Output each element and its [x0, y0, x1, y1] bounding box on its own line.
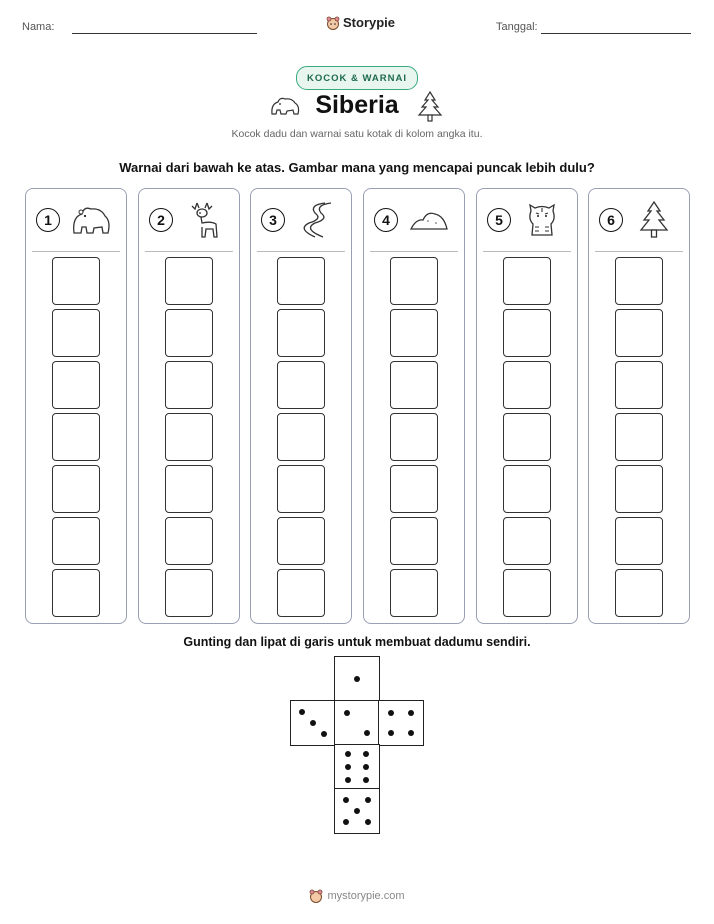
- column-5: [476, 188, 578, 624]
- column-number: 1: [36, 208, 60, 232]
- dice-pip: [388, 730, 394, 736]
- dice-pip: [354, 676, 360, 682]
- color-box[interactable]: [503, 413, 551, 461]
- dice-pip: [408, 710, 414, 716]
- bear-icon: [70, 199, 112, 241]
- column-number: 2: [149, 208, 173, 232]
- column-header: [364, 189, 464, 249]
- column-divider: [595, 251, 683, 252]
- dice-pip: [345, 777, 351, 783]
- storypie-mascot-icon: [326, 16, 340, 30]
- column-number: 6: [599, 208, 623, 232]
- color-box[interactable]: [52, 569, 100, 617]
- dice-pip: [354, 808, 360, 814]
- column-header: [251, 189, 351, 249]
- column-divider: [483, 251, 571, 252]
- cut-instruction: Gunting dan lipat di garis untuk membuat dadumu sendiri.: [183, 635, 531, 649]
- column-divider: [257, 251, 345, 252]
- page-title: Siberia: [315, 91, 399, 119]
- activity-badge: KOCOK & WARNAI: [296, 66, 418, 90]
- color-box[interactable]: [165, 309, 213, 357]
- color-box[interactable]: [277, 309, 325, 357]
- color-box[interactable]: [390, 569, 438, 617]
- dice-pip: [299, 709, 305, 715]
- dice-pip: [363, 764, 369, 770]
- color-box[interactable]: [165, 569, 213, 617]
- dice-pip: [408, 730, 414, 736]
- color-box[interactable]: [615, 309, 663, 357]
- color-box[interactable]: [165, 413, 213, 461]
- color-box[interactable]: [615, 257, 663, 305]
- subtitle: Kocok dadu dan warnai satu kotak di kolom angka itu.: [231, 128, 483, 140]
- river-icon: [295, 199, 337, 241]
- color-box[interactable]: [277, 569, 325, 617]
- color-box[interactable]: [52, 517, 100, 565]
- column-number: 3: [261, 208, 285, 232]
- color-box[interactable]: [52, 309, 100, 357]
- color-box[interactable]: [390, 309, 438, 357]
- color-box[interactable]: [165, 517, 213, 565]
- dice-pip: [363, 777, 369, 783]
- dice-pip: [365, 797, 371, 803]
- color-box[interactable]: [615, 361, 663, 409]
- color-box[interactable]: [52, 257, 100, 305]
- color-box[interactable]: [503, 309, 551, 357]
- dice-pip: [310, 720, 316, 726]
- dice-pip: [345, 764, 351, 770]
- dice-face-6: [334, 744, 380, 790]
- color-box[interactable]: [52, 361, 100, 409]
- column-1: [25, 188, 127, 624]
- color-box[interactable]: [165, 361, 213, 409]
- column-number: 5: [487, 208, 511, 232]
- column-header: [139, 189, 239, 249]
- column-divider: [370, 251, 458, 252]
- dice-face-3: [290, 700, 336, 746]
- pine-tree-icon: [416, 90, 444, 124]
- color-box[interactable]: [52, 465, 100, 513]
- color-box[interactable]: [390, 517, 438, 565]
- column-divider: [32, 251, 120, 252]
- color-box[interactable]: [277, 517, 325, 565]
- brand-logo: [326, 15, 395, 30]
- column-header: [589, 189, 689, 249]
- color-box[interactable]: [503, 361, 551, 409]
- color-box[interactable]: [503, 569, 551, 617]
- color-box[interactable]: [615, 517, 663, 565]
- color-box[interactable]: [390, 361, 438, 409]
- dice-pip: [343, 797, 349, 803]
- bear-icon: [268, 92, 302, 120]
- column-6: [588, 188, 690, 624]
- color-box[interactable]: [277, 361, 325, 409]
- dice-pip: [388, 710, 394, 716]
- column-header: [477, 189, 577, 249]
- storypie-mascot-icon: [309, 889, 323, 903]
- dice-pip: [365, 819, 371, 825]
- footer-url: mystorypie.com: [327, 890, 405, 902]
- dice-pip: [321, 731, 327, 737]
- dice-pip: [363, 751, 369, 757]
- color-box[interactable]: [615, 569, 663, 617]
- pine-tree-icon: [633, 199, 675, 241]
- color-box[interactable]: [615, 465, 663, 513]
- reindeer-icon: [183, 199, 225, 241]
- date-label: Tanggal:: [496, 21, 538, 33]
- dice-pip: [364, 730, 370, 736]
- column-divider: [145, 251, 233, 252]
- color-box[interactable]: [165, 257, 213, 305]
- color-box[interactable]: [503, 517, 551, 565]
- color-box[interactable]: [503, 257, 551, 305]
- color-box[interactable]: [277, 465, 325, 513]
- color-box[interactable]: [277, 413, 325, 461]
- dice-face-2: [334, 700, 380, 746]
- color-box[interactable]: [503, 465, 551, 513]
- color-box[interactable]: [390, 465, 438, 513]
- dice-pip: [344, 710, 350, 716]
- name-label: Nama:: [22, 21, 55, 33]
- column-header: [26, 189, 126, 249]
- date-field[interactable]: [541, 33, 691, 34]
- dice-pip: [345, 751, 351, 757]
- brand-name: Storypie: [343, 15, 396, 30]
- snow-pile-icon: [408, 199, 450, 241]
- dice-face-1: [334, 656, 380, 702]
- color-box[interactable]: [277, 257, 325, 305]
- color-box[interactable]: [165, 465, 213, 513]
- tiger-icon: [521, 199, 563, 241]
- footer: [0, 889, 714, 903]
- color-box[interactable]: [615, 413, 663, 461]
- dice-face-5: [334, 788, 380, 834]
- color-box[interactable]: [390, 413, 438, 461]
- color-box[interactable]: [390, 257, 438, 305]
- column-4: [363, 188, 465, 624]
- column-3: [250, 188, 352, 624]
- instruction: Warnai dari bawah ke atas. Gambar mana yang mencapai puncak lebih dulu?: [119, 160, 595, 175]
- dice-face-4: [378, 700, 424, 746]
- color-box[interactable]: [52, 413, 100, 461]
- column-2: [138, 188, 240, 624]
- column-number: 4: [374, 208, 398, 232]
- name-field[interactable]: [72, 33, 257, 34]
- dice-pip: [343, 819, 349, 825]
